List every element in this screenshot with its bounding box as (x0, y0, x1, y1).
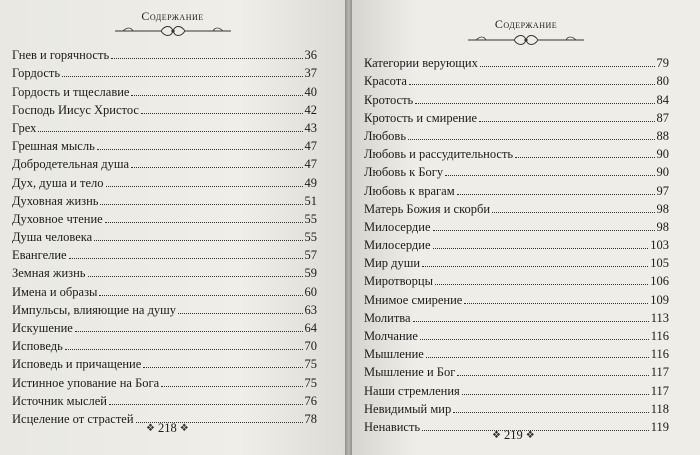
toc-entry-page: 103 (650, 238, 669, 253)
toc-entry (12, 190, 317, 208)
toc-entry (12, 171, 317, 189)
toc-entry (12, 208, 317, 226)
toc-dot-leader (445, 175, 654, 176)
toc-entry-title: Мышление и Бог (364, 365, 456, 380)
toc-list (364, 52, 669, 434)
toc-entry (364, 252, 669, 270)
toc-dot-leader (106, 186, 303, 187)
header-ornament-icon (113, 24, 233, 38)
toc-dot-leader (69, 258, 303, 259)
toc-entry (364, 361, 669, 379)
toc-entry (12, 117, 317, 135)
toc-entry-page: 47 (304, 157, 317, 172)
toc-entry-page: 36 (304, 48, 317, 63)
toc-entry-title: Любовь к Богу (364, 165, 444, 180)
toc-entry-page: 47 (304, 139, 317, 154)
toc-entry-page: 75 (304, 357, 317, 372)
toc-entry-page: 63 (304, 302, 317, 317)
toc-entry-page: 97 (656, 183, 669, 198)
toc-entry-title: Молчание (364, 329, 418, 343)
toc-entry-title: Молитва (364, 310, 411, 325)
toc-entry-title: Милосердие (364, 238, 431, 253)
toc-entry-page: 98 (656, 219, 669, 234)
toc-entry-page: 37 (304, 66, 317, 81)
toc-entry-page: 70 (304, 339, 317, 354)
toc-entry-title: Матерь Божия и скорби (364, 201, 491, 216)
toc-dot-leader (480, 66, 655, 67)
toc-entry-title: Ненависть (364, 419, 421, 434)
toc-entry (364, 88, 669, 106)
toc-entry-title: Любовь к врагам (364, 183, 455, 198)
toc-entry-page: 98 (656, 201, 669, 216)
toc-entry-page: 80 (656, 74, 669, 89)
toc-dot-leader (161, 386, 302, 387)
toc-dot-leader (422, 266, 648, 267)
toc-entry-title: Грешная мысль (12, 139, 95, 154)
toc-list (12, 44, 317, 426)
toc-entry-page: 57 (304, 248, 317, 263)
toc-entry-page: 64 (304, 321, 317, 335)
toc-dot-leader (97, 149, 303, 150)
toc-entry-page: 88 (656, 128, 669, 143)
toc-dot-leader (99, 295, 302, 296)
toc-entry-page: 60 (304, 284, 317, 299)
toc-entry-page: 43 (304, 120, 317, 135)
toc-entry-page: 84 (656, 92, 669, 107)
toc-entry-title: Гордость (12, 66, 61, 81)
toc-entry-title: Духовная жизнь (12, 193, 99, 208)
toc-entry-page: 55 (304, 211, 317, 226)
toc-entry (12, 280, 317, 298)
toc-entry-page: 117 (650, 365, 669, 380)
toc-entry-page: 109 (650, 292, 669, 307)
toc-entry (364, 325, 669, 343)
toc-dot-leader (178, 313, 302, 314)
page-header: Содержание (141, 9, 204, 23)
toc-dot-leader (38, 131, 302, 132)
toc-entry-page: 90 (656, 165, 669, 180)
toc-entry-page: 117 (650, 383, 669, 398)
toc-dot-leader (75, 331, 303, 332)
toc-entry (364, 270, 669, 288)
toc-entry-title: Источник мыслей (12, 393, 107, 408)
toc-entry (364, 398, 669, 416)
toc-entry (364, 143, 669, 161)
page-number-value: 218 (157, 421, 177, 435)
toc-entry-title: Милосердие (364, 219, 431, 234)
header-ornament-icon (466, 33, 586, 47)
toc-entry-title: Мир души (364, 256, 421, 271)
toc-entry (12, 80, 317, 98)
toc-dot-leader (433, 230, 655, 231)
toc-dot-leader (462, 394, 649, 395)
toc-entry (12, 299, 317, 317)
toc-entry (12, 317, 317, 335)
page-number-ornament-icon: ❖ (146, 423, 155, 434)
toc-entry-title: Красота (364, 74, 407, 89)
toc-dot-leader (435, 284, 648, 285)
page-header: Содержание (494, 17, 558, 31)
toc-entry-title: Исповедь (12, 339, 63, 354)
toc-entry-title: Наши стремления (364, 383, 460, 398)
toc-dot-leader (62, 76, 302, 77)
toc-entry-page: 116 (650, 347, 669, 362)
toc-entry-page: 90 (656, 147, 669, 162)
page-number (492, 428, 535, 443)
toc-entry-title: Имена и образы (12, 284, 98, 299)
toc-entry-page: 106 (650, 274, 669, 289)
toc-entry (364, 70, 669, 88)
toc-entry-page: 113 (650, 310, 669, 325)
toc-entry-title: Кротость и смирение (364, 110, 478, 125)
toc-entry-title: Миротворцы (364, 274, 434, 289)
toc-entry-title: Гордость и тщеславие (12, 84, 130, 99)
toc-dot-leader (143, 367, 302, 368)
toc-entry-title: Любовь и рассудительность (364, 147, 514, 162)
toc-dot-leader (105, 222, 303, 223)
toc-dot-leader (457, 375, 648, 376)
page-number-ornament-icon: ❖ (492, 430, 501, 441)
toc-entry (364, 216, 669, 234)
left-page (0, 0, 345, 455)
toc-entry-page: 79 (656, 56, 669, 71)
toc-dot-leader (426, 357, 649, 358)
toc-entry (12, 44, 317, 62)
toc-entry-title: Искушение (12, 321, 73, 335)
toc-entry-page: 105 (650, 256, 669, 271)
toc-entry-title: Кротость (364, 92, 414, 107)
toc-dot-leader (457, 194, 655, 195)
toc-dot-leader (65, 349, 303, 350)
toc-entry-title: Евангелие (12, 248, 67, 263)
toc-entry (12, 390, 317, 408)
toc-entry (12, 244, 317, 262)
toc-dot-leader (492, 212, 654, 213)
toc-entry (12, 99, 317, 117)
toc-entry (12, 62, 317, 80)
page-number-ornament-icon: ❖ (179, 423, 189, 434)
toc-dot-leader (422, 430, 649, 431)
toc-entry-page: 51 (304, 193, 317, 208)
toc-entry-title: Мышление (364, 347, 424, 362)
toc-entry (364, 307, 669, 325)
toc-entry-page: 42 (304, 102, 317, 117)
page-number-ornament-icon: ❖ (525, 430, 535, 441)
toc-entry-page: 55 (304, 230, 317, 245)
toc-dot-leader (100, 204, 302, 205)
toc-entry-page: 87 (656, 110, 669, 125)
toc-entry (364, 52, 669, 70)
toc-entry (12, 353, 317, 371)
toc-entry (364, 379, 669, 397)
toc-entry-title: Импульсы, влияющие на душу (12, 302, 177, 317)
toc-dot-leader (408, 139, 654, 140)
toc-dot-leader (453, 412, 649, 413)
toc-entry-page: 76 (304, 393, 317, 408)
toc-dot-leader (515, 157, 654, 158)
toc-entry-title: Исцеление от страстей (12, 411, 134, 426)
page-number (146, 421, 189, 436)
toc-dot-leader (420, 339, 649, 340)
toc-entry-title: Дух, душа и тело (12, 175, 104, 190)
toc-dot-leader (88, 276, 303, 277)
toc-dot-leader (94, 240, 302, 241)
toc-entry-title: Земная жизнь (12, 266, 86, 281)
toc-entry-title: Господь Иисус Христос (12, 102, 139, 117)
toc-entry (364, 125, 669, 143)
toc-entry (12, 135, 317, 153)
toc-entry-page: 40 (304, 84, 317, 99)
toc-dot-leader (131, 167, 302, 168)
toc-entry-title: Добродетельная душа (12, 157, 130, 172)
toc-entry-page: 118 (650, 401, 669, 416)
toc-entry-page: 78 (304, 411, 317, 426)
toc-dot-leader (409, 84, 655, 85)
book-gutter (345, 0, 352, 455)
toc-entry-title: Исповедь и причащение (12, 357, 142, 372)
toc-entry (364, 161, 669, 179)
toc-entry (12, 262, 317, 280)
toc-dot-leader (109, 404, 303, 405)
toc-entry (12, 371, 317, 389)
toc-dot-leader (479, 121, 654, 122)
toc-entry (364, 198, 669, 216)
toc-entry (364, 288, 669, 306)
toc-entry-title: Истинное упование на Бога (12, 375, 160, 390)
toc-entry-title: Душа человека (12, 230, 93, 245)
page-number-value: 219 (503, 428, 523, 442)
toc-entry-page: 59 (304, 266, 317, 281)
toc-entry (364, 234, 669, 252)
toc-entry (12, 335, 317, 353)
toc-dot-leader (433, 248, 649, 249)
toc-dot-leader (413, 321, 649, 322)
toc-entry-title: Невидимый мир (364, 401, 452, 416)
toc-entry-title: Грех (12, 120, 37, 135)
toc-entry-page: 49 (304, 175, 317, 190)
right-page (352, 0, 700, 455)
toc-dot-leader (131, 95, 302, 96)
toc-entry-title: Категории верующих (364, 56, 478, 71)
toc-entry-title: Духовное чтение (12, 211, 103, 226)
toc-entry-page: 75 (304, 375, 317, 390)
toc-entry-title: Мнимое смирение (364, 292, 463, 307)
toc-entry-title: Гнев и горячность (12, 48, 110, 63)
toc-entry-page: 119 (650, 419, 669, 434)
toc-dot-leader (415, 103, 654, 104)
toc-dot-leader (111, 58, 302, 59)
toc-entry (364, 179, 669, 197)
toc-entry (364, 343, 669, 361)
toc-entry-page: 116 (650, 329, 669, 343)
toc-entry (12, 226, 317, 244)
toc-entry (364, 107, 669, 125)
toc-dot-leader (141, 113, 303, 114)
toc-entry (12, 153, 317, 171)
toc-dot-leader (464, 303, 648, 304)
toc-entry-title: Любовь (364, 128, 407, 143)
